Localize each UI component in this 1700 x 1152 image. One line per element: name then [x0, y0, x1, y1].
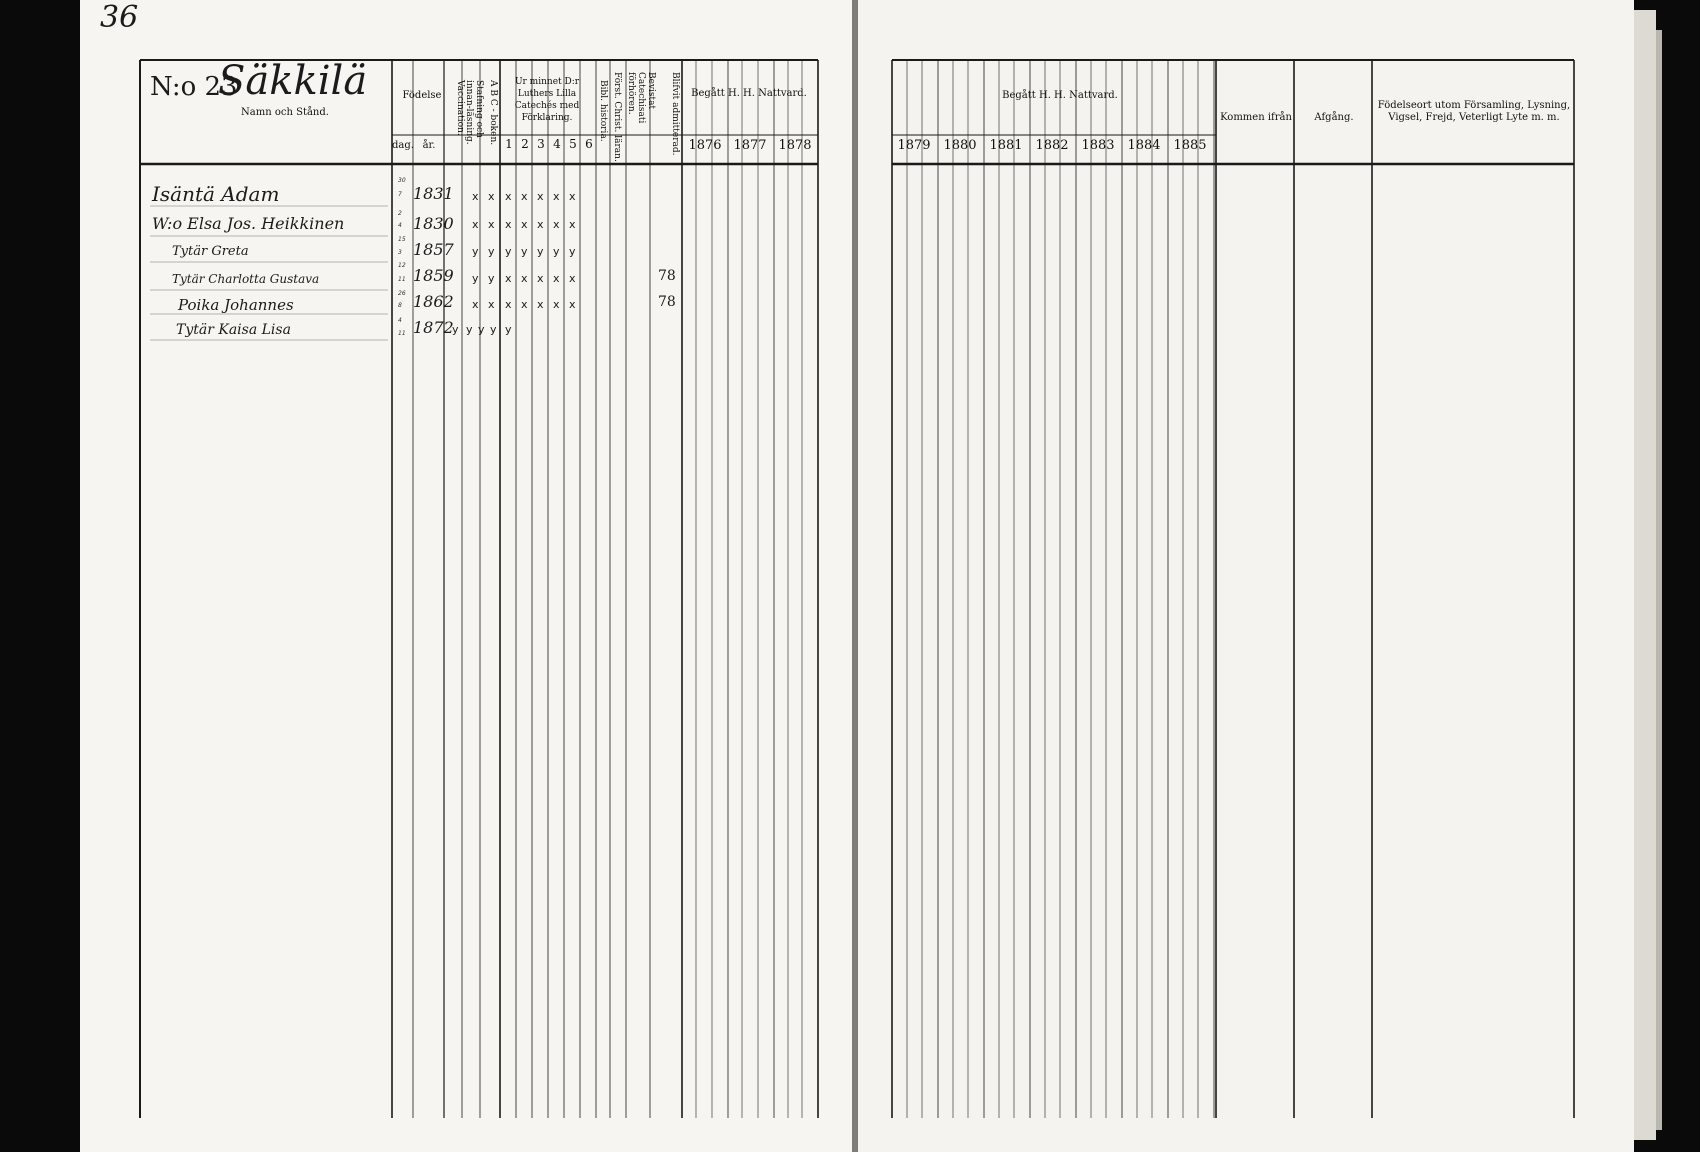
remarks-header: Födelseort utom Församling, Lysning, Vigsel, Frejd, Veterligt Lyte m. m.	[1377, 100, 1571, 123]
catechism-header: Ur minnet D:r Luthers Lilla Catechés med Förklaring.	[514, 77, 580, 123]
year-1882: 1882	[1035, 138, 1069, 153]
abc-mark: y	[488, 272, 495, 285]
catechism-num-3: 3	[537, 137, 545, 151]
year-1879: 1879	[897, 138, 931, 153]
reading-mark: x	[472, 218, 479, 231]
catechism-mark: x	[569, 272, 576, 285]
birth-day: 4	[398, 317, 402, 324]
birth-year-header: år.	[422, 140, 436, 151]
abc-header: A B C - boken.	[488, 80, 498, 146]
catechism-mark: x	[553, 218, 560, 231]
year-1884: 1884	[1127, 138, 1161, 153]
year-1878: 1878	[778, 138, 812, 153]
birth-year: 1857	[413, 240, 454, 259]
birth-day: 26	[398, 290, 406, 297]
household-name: Säkkilä	[218, 58, 368, 104]
communion-header-left: Begått H. H. Nattvard.	[691, 88, 807, 99]
birth-header: Födelse	[402, 90, 442, 101]
year-1880: 1880	[943, 138, 977, 153]
reading-mark: y	[472, 272, 479, 285]
catechism-mark: y	[490, 323, 497, 336]
page-number: 36	[100, 0, 139, 35]
catechism-mark: y	[505, 245, 512, 258]
catechism-mark: x	[553, 298, 560, 311]
catechism-mark: x	[569, 218, 576, 231]
catechism-mark: x	[537, 298, 544, 311]
catechism-mark: x	[553, 190, 560, 203]
birth-year: 1862	[413, 292, 454, 311]
admitted-year: 78	[658, 268, 676, 284]
year-1877: 1877	[733, 138, 767, 153]
catechism-num-1: 1	[505, 137, 513, 151]
household-number: N:o 23	[150, 72, 238, 102]
catechism-mark: x	[537, 190, 544, 203]
year-1885: 1885	[1173, 138, 1207, 153]
catechism-mark: y	[553, 245, 560, 258]
catechism-mark: x	[505, 298, 512, 311]
birth-year: 1859	[413, 266, 454, 285]
admitted-header: Blifvit admitterad.	[670, 72, 680, 156]
entry-name: W:o Elsa Jos. Heikkinen	[152, 214, 345, 233]
catechism-mark: x	[569, 298, 576, 311]
reading-header: Stafning och innan-läsning.	[464, 80, 484, 145]
catechisation-header: Bevistat Catechisati förhören.	[626, 72, 656, 124]
abc-mark: x	[488, 190, 495, 203]
admitted-year: 78	[658, 294, 676, 310]
catechism-mark: x	[537, 272, 544, 285]
bible-history-header: Bibl. historia.	[598, 80, 608, 142]
catechism-mark: x	[505, 218, 512, 231]
entry-name: Isäntä Adam	[152, 182, 280, 206]
catechism-mark: y	[505, 323, 512, 336]
communion-header-right: Begått H. H. Nattvard.	[1002, 90, 1118, 101]
vaccination-header: Vaccination.	[455, 80, 465, 136]
catechism-mark: y	[537, 245, 544, 258]
catechism-mark: x	[521, 218, 528, 231]
reading-mark: y	[452, 323, 459, 336]
birth-year: 1872	[413, 318, 454, 337]
birth-day: 2	[398, 210, 402, 217]
catechism-mark: x	[505, 272, 512, 285]
birth-day-header: dag.	[392, 140, 414, 151]
abc-mark: x	[488, 218, 495, 231]
catechism-mark: y	[569, 245, 576, 258]
birth-month: 8	[398, 302, 402, 309]
year-1881: 1881	[989, 138, 1023, 153]
reading-mark: x	[472, 298, 479, 311]
birth-day: 15	[398, 236, 406, 243]
birth-day: 12	[398, 262, 406, 269]
came-from-header: Kommen ifrån	[1220, 112, 1292, 123]
year-1883: 1883	[1081, 138, 1115, 153]
birth-month: 3	[398, 249, 402, 256]
birth-month: 7	[398, 191, 402, 198]
reading-mark: x	[472, 190, 479, 203]
catechism-mark: x	[569, 190, 576, 203]
birth-month: 4	[398, 222, 402, 229]
catechism-mark: x	[521, 298, 528, 311]
birth-year: 1831	[413, 184, 454, 203]
reading-mark: y	[472, 245, 479, 258]
abc-mark: y	[466, 323, 473, 336]
christian-faith-header: Först. Christ. läran.	[612, 72, 622, 162]
birth-year: 1830	[413, 214, 454, 233]
catechism-num-2: 2	[521, 137, 529, 151]
catechism-mark: x	[505, 190, 512, 203]
entry-name: Tytär Greta	[172, 244, 249, 259]
departure-header: Afgång.	[1314, 112, 1354, 123]
abc-mark: x	[488, 298, 495, 311]
entry-name: Poika Johannes	[178, 296, 294, 314]
catechism-num-5: 5	[569, 137, 577, 151]
entry-name: Tytär Kaisa Lisa	[176, 322, 291, 338]
catechism-num-4: 4	[553, 137, 561, 151]
catechism-mark: x	[521, 272, 528, 285]
year-1876: 1876	[688, 138, 722, 153]
catechism-num-6: 6	[585, 137, 593, 151]
abc-mark: y	[488, 245, 495, 258]
entry-name: Tytär Charlotta Gustava	[172, 272, 320, 286]
birth-month: 11	[398, 276, 406, 283]
birth-month: 11	[398, 330, 406, 337]
birth-day: 30	[398, 177, 406, 184]
catechism-mark: x	[553, 272, 560, 285]
catechism-mark: x	[521, 190, 528, 203]
catechism-mark: x	[537, 218, 544, 231]
name-column-header: Namn och Stånd.	[241, 107, 329, 118]
catechism-mark: y	[521, 245, 528, 258]
catechism-mark: y	[478, 323, 485, 336]
